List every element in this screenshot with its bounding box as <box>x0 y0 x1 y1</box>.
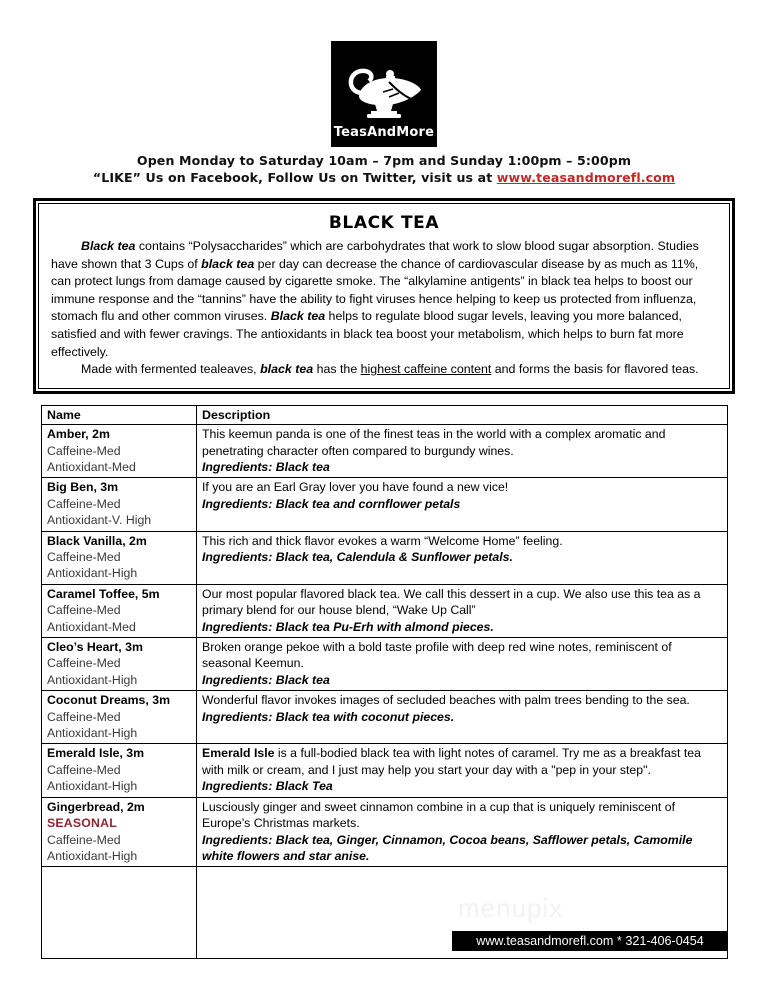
cell-tea-name <box>42 531 197 584</box>
tea-menu-table <box>41 405 728 960</box>
cell-tea-description <box>197 744 728 797</box>
cell-tea-name <box>42 425 197 478</box>
brand-logo <box>331 41 437 147</box>
description-text: Wonderful flavor invokes images of secluded beaches with palm trees bending to the sea. <box>202 693 690 708</box>
caffeine-level: Caffeine-Med <box>47 762 121 777</box>
info-paragraph-2 <box>51 361 717 379</box>
column-header-name: Name <box>42 405 197 424</box>
tea-name: Emerald Isle, 3m <box>47 746 145 761</box>
cell-tea-description <box>197 584 728 637</box>
tea-ingredients: Ingredients: Black tea <box>202 459 330 474</box>
website-link[interactable]: www.teasandmorefl.com <box>496 170 676 185</box>
antioxidant-level: Antioxidant-Med <box>47 619 136 634</box>
column-header-description: Description <box>197 405 728 424</box>
info-p1-lead: Black tea <box>81 239 136 253</box>
social-prefix-text: “LIKE” Us on Facebook, Follow Us on Twitter, visit us at <box>92 170 497 185</box>
social-line <box>0 169 768 186</box>
table-row <box>42 691 728 744</box>
cell-tea-name <box>42 744 197 797</box>
filler-cell-name <box>42 867 197 959</box>
info-p2-underlined: highest caffeine content <box>360 362 492 377</box>
antioxidant-level: Antioxidant-Med <box>47 459 136 474</box>
cell-tea-description <box>197 691 728 744</box>
info-p1-rest3: helps to regulate blood sugar levels, leaving you more balanced, satisfied and with fewer cravings. The antioxidants in black tea boost your metabolism, which helps to burn fat more effectively. <box>51 309 684 359</box>
info-p1-mid2: Black tea <box>270 309 326 324</box>
tea-description <box>202 586 723 619</box>
info-p1-rest2: per day can decrease the chance of cardiovascular disease by as much as 11%, can protect lungs from damage caused by cigarette smoke. The “alkylamine antigents” in black tea helps to boost our immune response and the “tannins” have the ability to fight viruses hence helping to keep us protected from influenza, stomach flu and other common viruses. <box>51 256 699 324</box>
black-tea-info-box <box>33 198 735 394</box>
antioxidant-level: Antioxidant-High <box>47 779 138 794</box>
caffeine-level: Caffeine-Med <box>47 709 121 724</box>
tea-ingredients: Ingredients: Black tea with coconut pieces. <box>202 709 455 724</box>
antioxidant-level: Antioxidant-High <box>47 672 138 687</box>
caffeine-level: Caffeine-Med <box>47 496 121 511</box>
caffeine-level: Caffeine-Med <box>47 832 121 847</box>
tea-ingredients: Ingredients: Black tea <box>202 672 330 687</box>
cell-tea-name <box>42 797 197 867</box>
description-text: This rich and thick flavor evokes a warm “Welcome Home” feeling. <box>202 533 563 548</box>
tea-name: Gingerbread, 2m <box>47 799 145 814</box>
table-row <box>42 425 728 478</box>
table-row <box>42 478 728 531</box>
table-row <box>42 638 728 691</box>
cell-tea-description <box>197 531 728 584</box>
description-text: This keemun panda is one of the finest teas in the world with a complex aromatic and penetrating character often compared to burgundy wines. <box>202 427 666 458</box>
antioxidant-level: Antioxidant-High <box>47 726 138 741</box>
tea-name: Black Vanilla, 2m <box>47 533 147 548</box>
table-header-row <box>42 405 728 424</box>
antioxidant-level: Antioxidant-High <box>47 566 138 581</box>
tea-name: Amber, 2m <box>47 427 110 442</box>
info-p2-d: and forms the basis for flavored teas. <box>491 362 699 377</box>
info-p2-b: black tea <box>260 362 314 377</box>
table-row <box>42 531 728 584</box>
black-tea-info-inner <box>38 203 730 389</box>
tea-description <box>202 692 723 708</box>
caffeine-level: Caffeine-Med <box>47 443 121 458</box>
description-text: Our most popular flavored black tea. We call this dessert in a cup. We also use this tea as a primary blend for our house blend, “Wake Up Call” <box>202 586 701 618</box>
info-p1-rest: contains “Polysaccharides” which are carbohydrates that work to slow blood sugar absorption. Studies have shown that 3 Cups of <box>51 239 699 271</box>
tea-ingredients: Ingredients: Black tea, Ginger, Cinnamon, Cocoa beans, Safflower petals, Camomile white flowers and star anise. <box>202 832 693 863</box>
description-lead: Emerald Isle <box>202 746 275 761</box>
cell-tea-name <box>42 638 197 691</box>
tea-description <box>202 745 723 778</box>
cell-tea-description <box>197 797 728 867</box>
tea-name: Coconut Dreams, 3m <box>47 693 170 708</box>
info-p2-a: Made with fermented tealeaves, <box>81 362 261 377</box>
antioxidant-level: Antioxidant-High <box>47 848 138 863</box>
tea-ingredients: Ingredients: Black tea Pu-Erh with almond pieces. <box>202 619 494 634</box>
store-hours: Open Monday to Saturday 10am – 7pm and Sunday 1:00pm – 5:00pm <box>136 153 632 168</box>
antioxidant-level: Antioxidant-V. High <box>47 513 152 528</box>
caffeine-level: Caffeine-Med <box>47 656 121 671</box>
cell-tea-description <box>197 478 728 531</box>
tea-ingredients: Ingredients: Black tea and cornflower petals <box>202 496 461 511</box>
tea-ingredients: Ingredients: Black tea, Calendula & Sunflower petals. <box>202 550 513 564</box>
store-header-info <box>0 152 768 186</box>
cell-tea-name <box>42 478 197 531</box>
cell-tea-description <box>197 638 728 691</box>
tea-description <box>202 533 723 549</box>
cell-tea-name <box>42 691 197 744</box>
genie-lamp-teapot-icon <box>331 41 437 147</box>
info-p2-c: has the <box>313 362 361 377</box>
info-box-body <box>51 238 717 379</box>
tea-name: Caramel Toffee, 5m <box>47 586 160 601</box>
tea-description <box>202 426 723 459</box>
table-row <box>42 584 728 637</box>
footer-contact-bar: www.teasandmorefl.com * 321-406-0454 <box>452 931 728 951</box>
description-text: Broken orange pekoe with a bold taste profile with deep red wine notes, reminiscent of seasonal Keemun. <box>202 640 672 671</box>
caffeine-level: Caffeine-Med <box>47 603 121 618</box>
svg-text:TeasAndMore: TeasAndMore <box>333 125 435 140</box>
description-text: Lusciously ginger and sweet cinnamon combine in a cup that is uniquely reminiscent of Europe’s Christmas markets. <box>202 799 676 831</box>
tea-name: Cleo’s Heart, 3m <box>47 640 143 655</box>
seasonal-badge: SEASONAL <box>47 816 117 831</box>
table-row <box>42 797 728 867</box>
tea-name: Big Ben, 3m <box>47 480 119 495</box>
menupix-watermark: menupix <box>458 893 564 923</box>
cell-tea-description <box>197 425 728 478</box>
description-text: is a full-bodied black tea with light notes of caramel. Try me as a breakfast tea with milk or cream, and I just may help you start your day with a "pep in your step". <box>202 746 701 777</box>
cell-tea-name <box>42 584 197 637</box>
description-text: If you are an Earl Gray lover you have found a new vice! <box>202 480 509 495</box>
tea-description <box>202 799 723 832</box>
logo-container <box>0 0 768 147</box>
info-p1-mid: black tea <box>201 256 255 271</box>
info-paragraph-1 <box>51 238 717 361</box>
tea-ingredients: Ingredients: Black Tea <box>202 779 333 794</box>
info-box-title: BLACK TEA <box>328 213 440 233</box>
caffeine-level: Caffeine-Med <box>47 550 121 564</box>
tea-description <box>202 479 723 495</box>
tea-description <box>202 639 723 672</box>
table-row <box>42 744 728 797</box>
